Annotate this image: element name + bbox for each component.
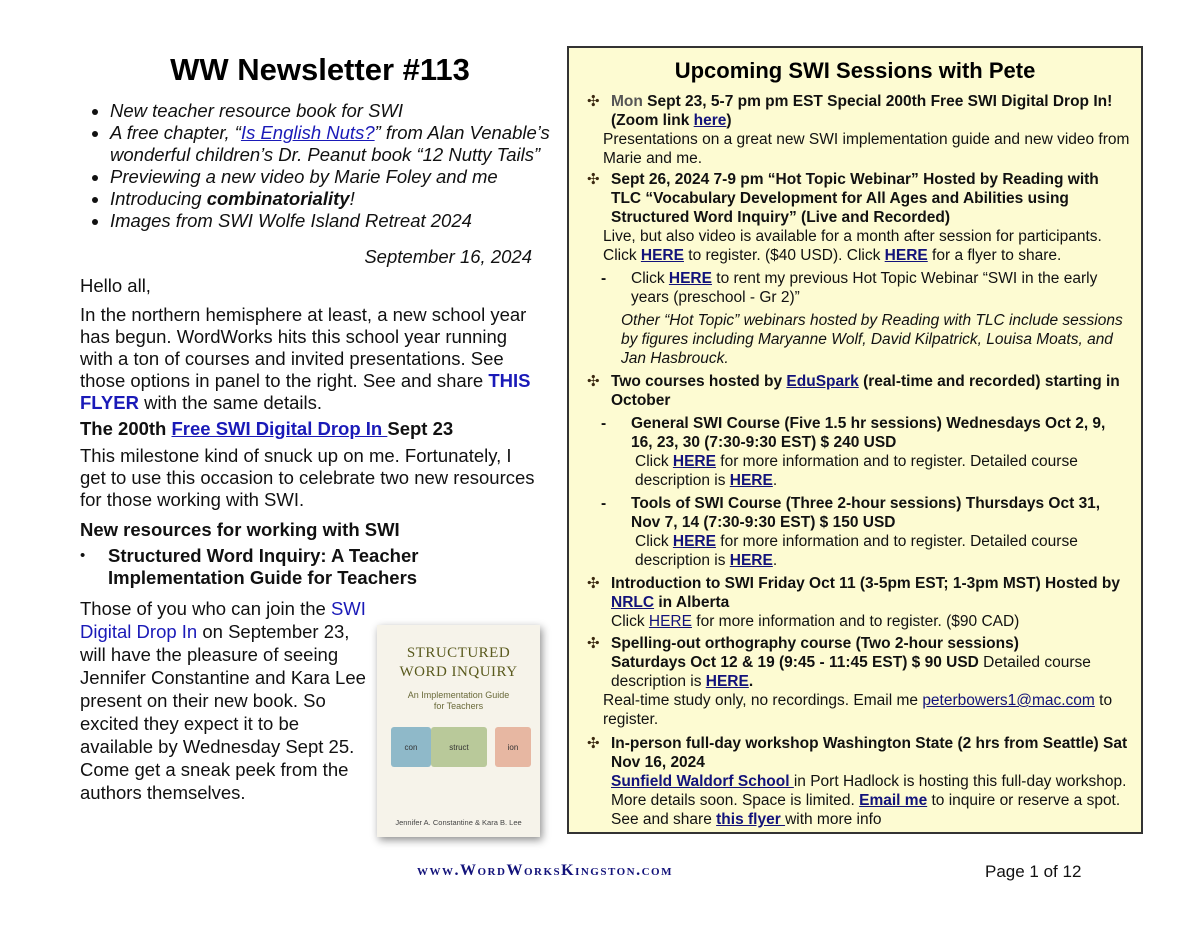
this-flyer-panel-link[interactable]: this flyer [716, 811, 786, 828]
website-link[interactable]: www.WordWorksKingston.com [417, 862, 673, 879]
email-link[interactable]: peterbowers1@mac.com [922, 692, 1095, 709]
puzzle-piece: ion [495, 727, 531, 767]
nrlc-here-link[interactable]: HERE [648, 613, 692, 630]
free-swi-drop-in-link[interactable]: Free SWI Digital Drop In [171, 418, 388, 439]
milestone-paragraph: This milestone kind of snuck up on me. Fortunately, I get to use this occasion to celebrate two new resources for those working with SWI. [80, 445, 535, 510]
tools-course-description-link[interactable]: HERE [729, 552, 773, 569]
book-title-line2: WORD INQUIRY [399, 664, 518, 680]
zoom-link[interactable]: here [693, 112, 727, 129]
new-resources-heading: New resources for working with SWI [80, 519, 400, 540]
nrlc-link[interactable]: NRLC [611, 594, 655, 611]
greeting: Hello all, [80, 275, 151, 296]
list-item: • Previewing a new video by Marie Foley and me [110, 166, 580, 188]
email-me-link[interactable]: Email me [859, 792, 928, 809]
book-title-line1: STRUCTURED [406, 645, 511, 661]
fleuron-icon: ✣ [587, 575, 600, 592]
list-item: • New teacher resource book for SWI [110, 100, 580, 122]
newsletter-title: WW Newsletter #113 [170, 52, 470, 87]
swi-digital-drop-in-link[interactable]: SWI Digital Drop In [80, 598, 366, 642]
newsletter-date: September 16, 2024 [364, 246, 532, 267]
fleuron-icon: ✣ [587, 93, 600, 110]
list-item: • Introducing combinatoriality! [110, 188, 580, 210]
drop-in-heading: The 200th Free SWI Digital Drop In Sept 23 [80, 418, 454, 439]
fleuron-icon: ✣ [587, 635, 600, 652]
list-item: • A free chapter, “Is English Nuts?” from Alan Venable’s wonderful children’s Dr. Peanut book “12 Nutty Tails” [110, 122, 580, 166]
panel-title: Upcoming SWI Sessions with Pete [674, 58, 1036, 83]
eduspark-link[interactable]: EduSpark [786, 373, 859, 390]
rent-webinar-link[interactable]: HERE [668, 270, 712, 287]
tools-course-here-link[interactable]: HERE [672, 533, 716, 550]
bullet-dot: • [80, 547, 86, 564]
fleuron-icon: ✣ [587, 171, 600, 188]
page-number: Page 1 of 12 [985, 862, 1082, 881]
puzzle-piece: struct [431, 727, 487, 767]
intro-paragraph: In the northern hemisphere at least, a new school year has begun. WordWorks hits this school year running with a ton of courses and invited presentations. See those options in panel to the right. See and share THIS FLYER with the same details. [80, 304, 531, 413]
is-english-nuts-link[interactable]: Is English Nuts? [240, 122, 375, 143]
drop-in-paragraph: Those of you who can join the SWI Digital Drop In on September 23, will have the pleasure of seeing Jennifer Constantine and Kara Lee present on their new book. So excited they expect it to be available by Wednesday Sept 25. Come get a sneak peek from the authors themselves. [80, 598, 366, 803]
fleuron-icon: ✣ [587, 373, 600, 390]
this-flyer-link[interactable]: THIS FLYER [80, 370, 531, 413]
book-subtitle: An Implementation Guide for Teachers [407, 690, 510, 711]
book-title-text: Structured Word Inquiry: A Teacher Implementation Guide for Teachers [108, 545, 419, 588]
highlights-list [88, 100, 580, 232]
general-course-description-link[interactable]: HERE [729, 472, 773, 489]
spelling-course-here-link[interactable]: HERE [705, 673, 749, 690]
general-course-here-link[interactable]: HERE [672, 453, 716, 470]
book-cover-image [377, 625, 540, 837]
register-here-link[interactable]: HERE [640, 247, 684, 264]
puzzle-pieces [391, 727, 526, 769]
fleuron-icon: ✣ [587, 735, 600, 752]
sunfield-school-link[interactable]: Sunfield Waldorf School [611, 773, 794, 790]
list-item: • Images from SWI Wolfe Island Retreat 2024 [110, 210, 580, 232]
sessions-panel: Upcoming SWI Sessions with Pete ✣ Mon Sept 23, 5-7 pm pm EST Special 200th Free SWI Digital Drop In! (Zoom link here) Presentations on a great new SWI implementation guide and new video from Marie and me. ✣ Sept 26, 2024 7-9 pm “Hot Topic Webinar” Hosted by Reading with TLC “Vocabulary Development for All Ages and Abilities using Structured Word Inquiry” (Live and Recorded) Live, but also video is available for a month after session for participants. Click HERE to register. ($40 USD). Click HERE for a flyer to share. - Click HERE to rent my previous Hot Topic Webinar “SWI in the early years (preschool - Gr 2)” Other “Hot Topic” webinars hosted by Reading with TLC include sessions by figures including Maryanne Wolf, David Kilpatrick, Louisa Moats, and Jan Hasbrouck. ✣ Two courses hosted by EduSpark (real-time and recorded) starting in October - General SWI Course (Five 1.5 hr sessions) Wednesdays Oct 2, 9, 16, 23, 30 (7:30-9:30 EST) $ 240 USD Click HERE for more information and to register. Detailed course description is HERE. - Tools of SWI Course (Three 2-hour sessions) Thursdays Oct 31, Nov 7, 14 (7:30-9:30 EST) $ 150 USD Click HERE for more information and to register. Detailed course description is HERE. ✣ Introduction to SWI Friday Oct 11 (3-5pm EST; 1-3pm MST) Hosted by NRLC in Alberta Click HERE for more information and to register. ($90 CAD) ✣ Spelling-out orthography course (Two 2-hour sessions) Saturdays Oct 12 & 19 (9:45 - 11:45 EST) $ 90 USD Detailed course description is HERE. Real-time study only, no recordings. Email me peterbowers1@mac.com to register. ✣ In-person full-day workshop Washington State (2 hrs from Seattle) Sat Nov 16, 2024 Sunfield Waldorf School in Port Hadlock is hosting this full-day workshop. More details soon. Space is limited. Email me to inquire or reserve a spot. See and share this flyer with more info [567, 46, 1143, 834]
flyer-here-link[interactable]: HERE [884, 247, 928, 264]
book-authors: Jennifer A. Constantine & Kara B. Lee [395, 818, 522, 827]
puzzle-piece: con [391, 727, 431, 767]
